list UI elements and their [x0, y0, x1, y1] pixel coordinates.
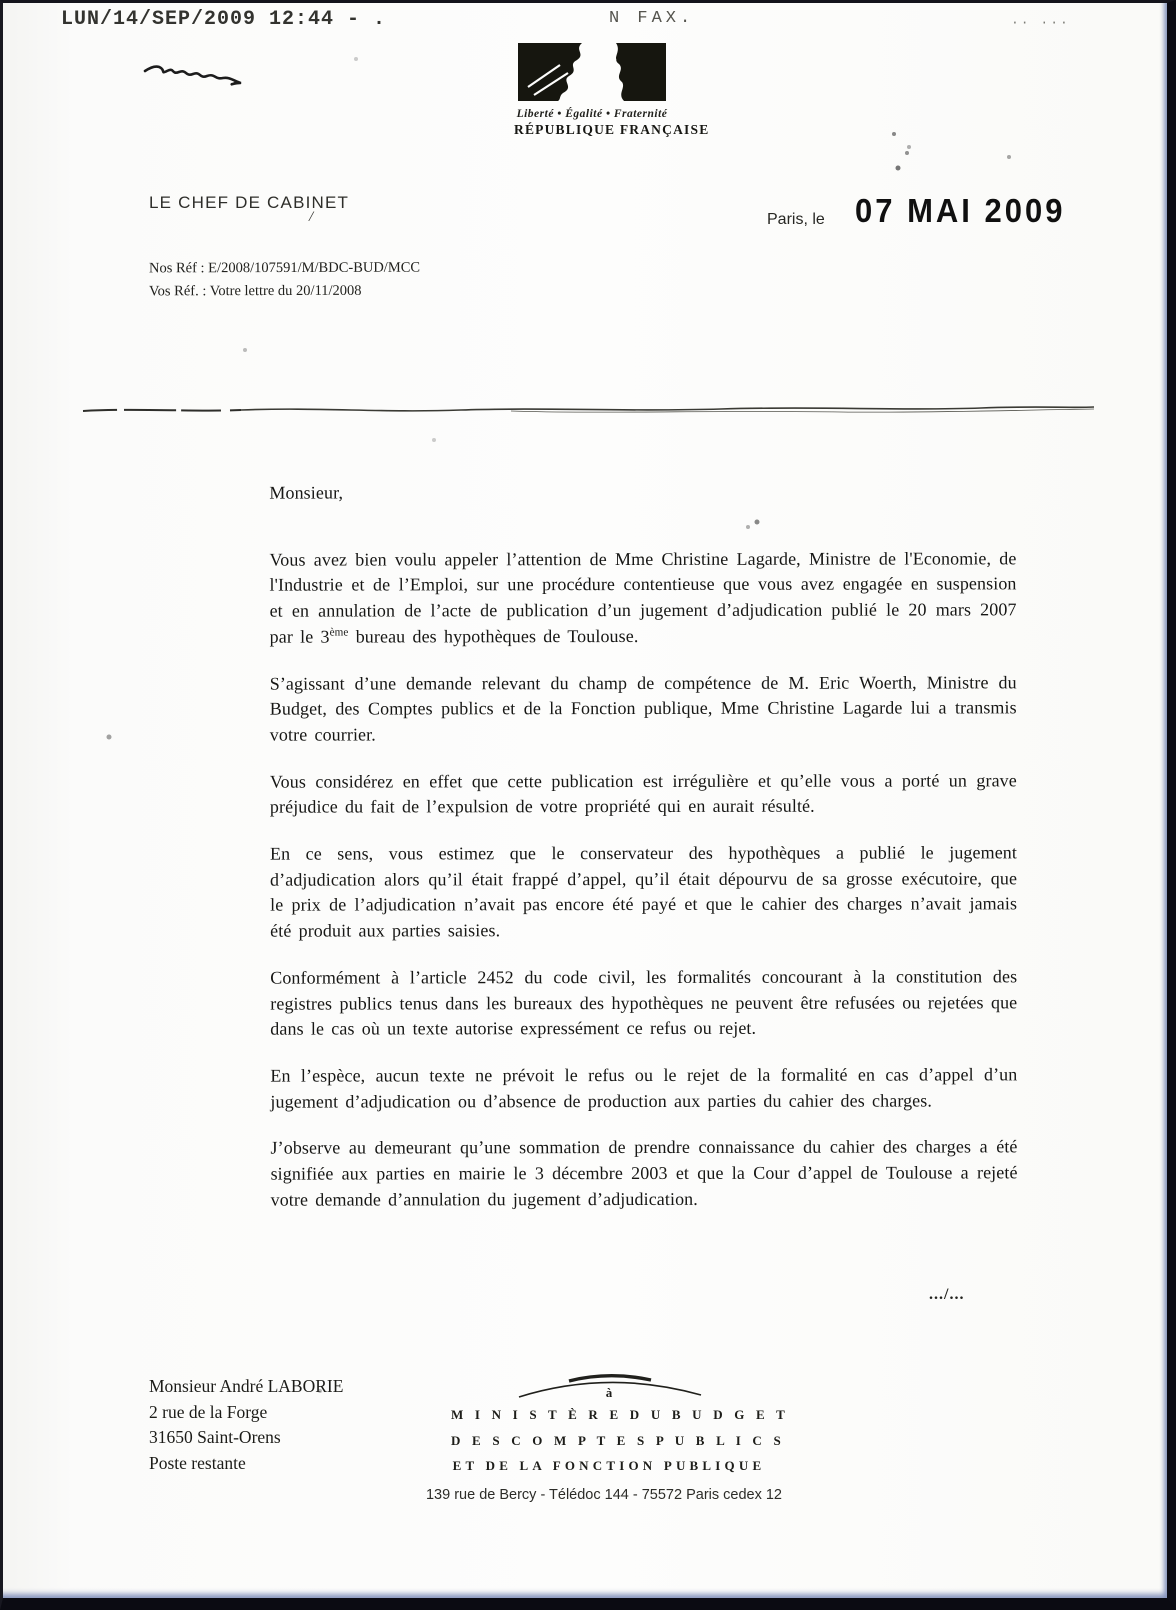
- salutation: Monsieur,: [269, 482, 344, 503]
- fax-corner-marks: ·· ···: [1011, 15, 1070, 30]
- our-reference: Nos Réf : E/2008/107591/M/BDC-BUD/MCC: [148, 259, 421, 277]
- svg-text:à: à: [605, 1385, 613, 1400]
- recipient-street: 2 rue de la Forge: [149, 1401, 268, 1422]
- paragraph-4: En ce sens, vous estimez que le conservateur des hypothèques a publié le jugement d’adjudication alors qu’il était frappé d’appel, qu’il était dépourvu de sa grosse exécutoire, que le prix de l’adjudication n’avait pas encore été payé et que le cahier des charges n’avait jamais été produit aux parties saisies.: [269, 842, 1018, 941]
- ministry-footer: [451, 1367, 789, 1479]
- letter-body: [269, 479, 1017, 1234]
- pen-slash-mark: /: [309, 209, 314, 225]
- logo-republic: RÉPUBLIQUE FRANÇAISE: [514, 122, 710, 137]
- ministry-line-2: D E S C O M P T E S P U B L I C S: [451, 1432, 785, 1448]
- paragraph-7: J’observe au demeurant qu’une sommation de prendre connaissance du cahier des charges a été signifiée aux parties en mairie le 3 décembre 2003 et que la Cour d’appel de Toulouse a rejeté votre demande d’annulation du jugement d’adjudication.: [270, 1136, 1018, 1210]
- date-stamp: 07 MAI 2009: [855, 191, 1066, 230]
- recipient-note: Poste restante: [149, 1452, 246, 1473]
- recipient-address: [149, 1374, 343, 1476]
- paragraph-6: En l’espèce, aucun texte ne prévoit le refus ou le rejet de la formalité en cas d’appel d’un jugement d’adjudication ou d’absence de production aux parties du cahier des charges.: [270, 1064, 1018, 1112]
- ordinal-superscript: ème: [329, 626, 349, 639]
- logo-motto: Liberté • Égalité • Fraternité: [516, 108, 668, 120]
- paragraph-3: Vous considérez en effet que cette publication est irrégulière et qu’elle vous a porté un grave préjudice du fait de l’expulsion de votre propriété qui en aurait résulté.: [269, 769, 1017, 817]
- paragraph-1-end: bureau des hypothèques de Toulouse.: [348, 625, 639, 647]
- paragraph-1: [269, 546, 1016, 650]
- city-date-label: Paris, le: [767, 211, 825, 228]
- recipient-city: 31650 Saint-Orens: [149, 1427, 281, 1447]
- scan-fold-line: [81, 399, 1096, 424]
- your-reference: Vos Réf. : Votre lettre du 20/11/2008: [149, 282, 362, 300]
- sender-title: LE CHEF DE CABINET: [149, 193, 350, 212]
- handwritten-squiggle: [141, 53, 251, 103]
- continuation-mark: .../...: [929, 1286, 965, 1303]
- marianne-emblem-icon: [516, 43, 668, 101]
- ministry-line-3: ET DE LA FONCTION PUBLIQUE: [452, 1458, 766, 1473]
- scan-noise: [3, 3, 5, 5]
- reference-block: [149, 257, 420, 304]
- fax-timestamp: LUN/14/SEP/2009 12:44 - .: [61, 8, 387, 31]
- ministry-line-1: M I N I S T È R E D U B U D G E T: [451, 1407, 789, 1422]
- ministry-postal-address: 139 rue de Bercy - Télédoc 144 - 75572 Paris cedex 12: [425, 1487, 782, 1503]
- recipient-name: Monsieur André LABORIE: [149, 1376, 344, 1396]
- paragraph-1-text: Vous avez bien voulu appeler l’attention de Mme Christine Lagarde, Ministre de l'Economie, de l'Industrie et de l’Emploi, sur une procédure contentieuse que vous avez engagée en suspension et en annulation de l’acte de publication d’un jugement d’adjudication publié le 20 mars 2007 par le 3: [269, 548, 1017, 647]
- ministry-arc-icon: [459, 1367, 759, 1401]
- paragraph-2: S’agissant d’une demande relevant du champ de compétence de M. Eric Woerth, Ministre du Budget, des Comptes publics et de la Fonction publique, Mme Christine Lagarde lui a transmis votre courrier.: [269, 671, 1017, 745]
- paragraph-5: Conformément à l’article 2452 du code civil, les formalités concourant à la constitution des registres publics tenus dans les bureaux des hypothèques ne peuvent être refusées ou rejetées que dans le cas où un texte autorise expressément ce refus ou rejet.: [270, 966, 1018, 1039]
- fax-number-label: N FAX.: [609, 9, 695, 28]
- republique-francaise-logo: [514, 43, 710, 138]
